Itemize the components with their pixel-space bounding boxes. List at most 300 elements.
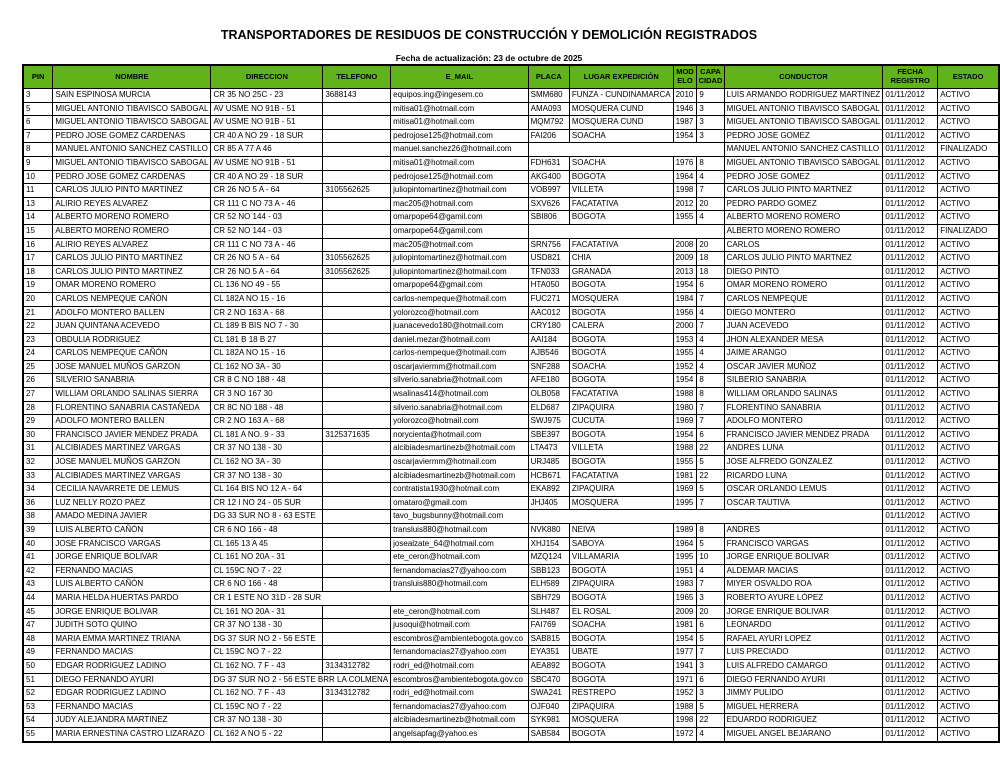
table-row [23,537,999,551]
table-cell: 01/11/2012 [883,551,938,565]
table-cell: SILBERIO SANABRIA [724,374,883,388]
table-row [23,184,999,198]
table-row [23,252,999,266]
table-cell: RESTREPO [569,687,673,701]
table-cell: JOSE ALFREDO GONZALEZ [724,456,883,470]
table-cell: FUC271 [528,292,569,306]
table-cell: JIMMY PULIDO [724,687,883,701]
table-cell: OBDULIA RODRIGUEZ [53,333,211,347]
table-cell [323,700,391,714]
table-row [23,116,999,130]
table-row [23,727,999,741]
table-cell: CL 159C NO 7 - 22 [211,564,323,578]
table-row [23,659,999,673]
table-cell: SBB123 [528,564,569,578]
table-cell [323,360,391,374]
table-cell: ALBERTO MORENO ROMERO [724,224,883,238]
table-cell: 1987 [673,116,697,130]
table-cell: DIEGO MONTERO [724,306,883,320]
table-cell: 1995 [673,551,697,565]
table-row [23,687,999,701]
table-cell: CR 2 NO 163 A - 68 [211,306,323,320]
table-cell: 4 [697,564,724,578]
table-cell: MIGUEL ANGEL BEJARANO [724,727,883,741]
table-cell: alcibiadesmartinezb@hotmail.com [391,469,528,483]
table-cell: 1946 [673,102,697,116]
table-cell: ADOLFO MONTERO BALLEN [53,415,211,429]
registry-table [22,64,1000,743]
table-cell [528,510,883,524]
table-cell: 01/11/2012 [883,537,938,551]
table-cell: ACTIVO [938,496,999,510]
table-cell: HCB671 [528,469,569,483]
table-cell: ZIPAQUIRA [569,483,673,497]
table-row [23,632,999,646]
table-cell: 7 [697,184,724,198]
table-cell: 1981 [673,619,697,633]
table-cell: 4 [697,347,724,361]
table-cell: EL ROSAL [569,605,673,619]
table-cell: 01/11/2012 [883,605,938,619]
table-cell: ALIRIO REYES ALVAREZ [53,197,211,211]
table-cell: 9 [697,89,724,103]
table-cell: MOSQUERA CUND [569,116,673,130]
table-cell [323,456,391,470]
table-cell: 01/11/2012 [883,156,938,170]
table-cell: 36 [23,496,53,510]
table-cell: pedrojose125@hotmail.com [391,129,528,143]
table-cell: escombros@ambientebogota.gov.co [391,673,528,687]
table-cell: RAFAEL AYURI LOPEZ [724,632,883,646]
table-cell: JOSE MANUEL MUÑOS GARZON [53,456,211,470]
table-cell: 01/11/2012 [883,687,938,701]
table-cell: XHJ154 [528,537,569,551]
table-cell: equipos.ing@ingesem.co [391,89,528,103]
table-cell [528,224,724,238]
table-cell: 5 [697,456,724,470]
table-cell: ACTIVO [938,279,999,293]
table-row [23,578,999,592]
table-cell: JORGE ENRIQUE BOLIVAR [53,551,211,565]
table-cell: CR 35 NO 25C - 23 [211,89,323,103]
table-cell: 01/11/2012 [883,659,938,673]
table-cell: 34 [23,483,53,497]
table-cell: EYA351 [528,646,569,660]
table-cell: 1965 [673,591,697,605]
table-cell: FERNANDO MACIAS [53,646,211,660]
table-cell: CR 1 ESTE NO 31D - 28 SUR [211,591,528,605]
table-cell: FRANCISCO VARGAS [724,537,883,551]
table-cell: USD821 [528,252,569,266]
table-cell [323,727,391,741]
table-cell: 7 [697,401,724,415]
table-cell: FERNANDO MACIAS [53,700,211,714]
table-cell: BOGOTA [569,673,673,687]
table-cell: JORGE ENRIQUE BOLIVAR [53,605,211,619]
table-row [23,143,999,157]
table-cell: 1954 [673,374,697,388]
table-cell: BOGOTA [569,428,673,442]
table-row [23,347,999,361]
table-cell: 01/11/2012 [883,347,938,361]
table-cell: silverio.sanabria@hotmail.com [391,401,528,415]
table-cell: MIGUEL ANTONIO TIBAVISCO SABOGAL [724,116,883,130]
table-cell: CR 40 A NO 29 - 18 SUR [211,129,323,143]
table-cell: CL 162 NO 3A - 30 [211,456,323,470]
table-cell: ACTIVO [938,442,999,456]
column-header: LUGAR EXPEDICIÓN [569,65,673,89]
table-cell: ALBERTO MORENO ROMERO [53,224,211,238]
table-cell: 21 [23,306,53,320]
table-cell [323,388,391,402]
table-row [23,456,999,470]
table-cell: 27 [23,388,53,402]
table-cell: 7 [697,292,724,306]
table-cell: 22 [697,442,724,456]
table-cell: juanacevedo180@hotmail.com [391,320,528,334]
table-cell: 1998 [673,184,697,198]
table-cell: CR 111 C NO 73 A - 46 [211,197,323,211]
table-cell: ACTIVO [938,551,999,565]
table-cell: 1983 [673,578,697,592]
table-cell: SBH729 [528,591,569,605]
table-cell: 01/11/2012 [883,184,938,198]
table-cell: CL 182A NO 15 - 16 [211,347,323,361]
table-row [23,524,999,538]
table-cell: ACTIVO [938,659,999,673]
table-cell: omarpope64@gamil.com [391,224,528,238]
table-row [23,415,999,429]
table-cell: OMAR MORENO ROMERO [53,279,211,293]
table-cell: ACTIVO [938,510,999,524]
table-cell: 01/11/2012 [883,469,938,483]
table-cell: mitisa01@hotmail.com [391,102,528,116]
table-cell: rodri_ed@hotmail.com [391,687,528,701]
table-cell: NEIVA [569,524,673,538]
table-cell: EDUARDO RODRIGUEZ [724,714,883,728]
table-cell: ACTIVO [938,537,999,551]
table-cell: AAI184 [528,333,569,347]
table-cell: 01/11/2012 [883,727,938,741]
table-cell: SBC470 [528,673,569,687]
table-cell: 33 [23,469,53,483]
table-cell: JOSE MANUEL MUÑOS GARZON [53,360,211,374]
column-header: MODELO [673,65,697,89]
table-cell: SILVERIO SANABRIA [53,374,211,388]
table-cell: 01/11/2012 [883,496,938,510]
table-cell: 8 [697,374,724,388]
table-cell: 24 [23,347,53,361]
table-cell: 1988 [673,700,697,714]
table-cell: 6 [697,279,724,293]
table-cell: transluis880@hotmail.com [391,524,528,538]
table-row [23,700,999,714]
table-cell: 3134312782 [323,687,391,701]
table-row [23,483,999,497]
table-row [23,673,999,687]
table-cell: 42 [23,564,53,578]
table-cell: MARIA HELDA HUERTAS PARDO [53,591,211,605]
table-cell: 8 [697,388,724,402]
table-cell: JAIME ARANGO [724,347,883,361]
table-cell: 01/11/2012 [883,401,938,415]
table-cell [323,129,391,143]
table-cell: FINALIZADO [938,143,999,157]
table-cell: CR 85 A 77 A 46 [211,143,323,157]
table-cell: ACTIVO [938,184,999,198]
table-cell: mitisa01@hotmail.com [391,116,528,130]
table-cell: 2000 [673,320,697,334]
table-cell: SRN756 [528,238,569,252]
table-body [23,89,999,742]
table-cell: AV USME NO 91B - 51 [211,102,323,116]
table-cell: ADOLFO MONTERO BALLEN [53,306,211,320]
table-cell: 01/11/2012 [883,116,938,130]
table-cell: 01/11/2012 [883,224,938,238]
table-cell [323,483,391,497]
table-cell: AMA093 [528,102,569,116]
table-cell: 10 [697,551,724,565]
table-cell: oscarjaviermm@hotmail.com [391,360,528,374]
table-cell: ZIPAQUIRA [569,700,673,714]
table-cell: 2010 [673,89,697,103]
table-cell: CL 162 A NO 5 - 22 [211,727,323,741]
table-cell: 01/11/2012 [883,442,938,456]
table-row [23,388,999,402]
table-cell: ACTIVO [938,646,999,660]
table-cell: ANDRES LUNA [724,442,883,456]
table-cell: ACTIVO [938,374,999,388]
table-cell [323,714,391,728]
table-row [23,292,999,306]
table-cell: CARLOS JULIO PINTO MARTINEZ [53,184,211,198]
table-cell: CR 37 NO 138 - 30 [211,442,323,456]
table-cell: 18 [697,252,724,266]
table-cell: 1988 [673,388,697,402]
table-cell: 43 [23,578,53,592]
table-cell: MARIA EMMA MARTINEZ TRIANA [53,632,211,646]
column-header: NOMBRE [53,65,211,89]
table-cell: VILLETA [569,184,673,198]
table-cell: 1989 [673,524,697,538]
table-cell: CL 189 B BIS NO 7 - 30 [211,320,323,334]
table-cell: FINALIZADO [938,224,999,238]
table-cell: 38 [23,510,53,524]
table-cell: pedrojose125@hotmail.com [391,170,528,184]
table-cell: 14 [23,211,53,225]
table-cell [528,143,724,157]
table-cell: BOGOTA [569,170,673,184]
table-cell: CR 52 NO 144 - 03 [211,224,323,238]
table-cell: ZIPAQUIRA [569,578,673,592]
table-cell: CARLOS NEMPEQUE CAÑÓN [53,347,211,361]
table-row [23,279,999,293]
table-cell: CL 161 NO 20A - 31 [211,551,323,565]
table-cell: EKA892 [528,483,569,497]
table-cell: 01/11/2012 [883,102,938,116]
column-header: CAPACIDAD [697,65,724,89]
table-cell [323,292,391,306]
table-cell: 01/11/2012 [883,415,938,429]
table-row [23,510,999,524]
table-cell [323,510,391,524]
table-cell: carlos-nempeque@hotmail.com [391,292,528,306]
table-cell: MANUEL ANTONIO SANCHEZ CASTILLO [724,143,883,157]
table-cell: JUDITH SOTO QUINO [53,619,211,633]
table-cell: FUNZA - CUNDINAMARCA [569,89,673,103]
table-row [23,646,999,660]
table-cell [323,578,391,592]
table-cell: 8 [697,156,724,170]
table-cell: 01/11/2012 [883,89,938,103]
column-header: DIRECCION [211,65,323,89]
table-cell: 3 [697,102,724,116]
table-cell: 01/11/2012 [883,170,938,184]
table-cell: BOGOTA [569,306,673,320]
table-cell: 1954 [673,428,697,442]
table-cell: 01/11/2012 [883,456,938,470]
table-cell: 1941 [673,659,697,673]
table-cell: SXV626 [528,197,569,211]
table-cell: MOSQUERA [569,714,673,728]
table-cell: SBE397 [528,428,569,442]
table-cell: 1977 [673,646,697,660]
table-cell: BOGOTA [569,727,673,741]
table-cell: SAB815 [528,632,569,646]
table-cell: ACTIVO [938,197,999,211]
table-cell: 01/11/2012 [883,292,938,306]
table-cell: SABOYA [569,537,673,551]
table-cell [323,143,391,157]
table-header-row [23,65,999,89]
table-row [23,320,999,334]
table-cell: 1969 [673,415,697,429]
table-row [23,619,999,633]
table-cell: 01/11/2012 [883,646,938,660]
table-cell: 1972 [673,727,697,741]
table-cell: CUCUTA [569,415,673,429]
table-cell: ete_ceron@hotmail.com [391,605,528,619]
table-row [23,211,999,225]
table-cell: 01/11/2012 [883,143,938,157]
table-cell: tavo_bugsbunny@hotmail.com [391,510,528,524]
table-cell: 1956 [673,306,697,320]
table-cell: MOSQUERA [569,292,673,306]
table-cell: CR 12 I NO 24 - 05 SUR [211,496,323,510]
table-cell: SLH487 [528,605,569,619]
table-cell: CL 165 13 A 45 [211,537,323,551]
table-cell: 15 [23,224,53,238]
table-cell: SBI806 [528,211,569,225]
table-cell: 13 [23,197,53,211]
table-cell: CR 26 NO 5 A - 64 [211,265,323,279]
table-cell: FACATATIVA [569,197,673,211]
table-cell: CARLOS NEMPEQUE [724,292,883,306]
table-cell: BOGOTA [569,279,673,293]
column-header: TELEFONO [323,65,391,89]
table-cell: 4 [697,360,724,374]
table-cell: ACTIVO [938,360,999,374]
table-cell: 1955 [673,347,697,361]
table-cell: omarpope64@gamil.com [391,211,528,225]
table-cell: 4 [697,306,724,320]
table-cell: ACTIVO [938,320,999,334]
table-cell: CL 159C NO 7 - 22 [211,646,323,660]
table-cell: BOGOTÁ [569,591,673,605]
table-cell: CR 40 A NO 29 - 18 SUR [211,170,323,184]
table-cell: SMM680 [528,89,569,103]
table-cell: 01/11/2012 [883,279,938,293]
table-cell: CARLOS JULIO PINTO MARTINEZ [53,252,211,266]
table-cell: 1964 [673,170,697,184]
table-cell: alcibiadesmartinezb@hotmail.com [391,714,528,728]
table-cell: ACTIVO [938,238,999,252]
table-cell: MIGUEL ANTONIO TIBAVISCO SABOGAL [724,102,883,116]
table-cell [323,306,391,320]
table-cell: 3 [23,89,53,103]
table-row [23,197,999,211]
table-cell: transluis880@hotmail.com [391,578,528,592]
table-cell: DG 37 SUR NO 2 - 56 ESTE BRR LA COLMENA [211,673,391,687]
table-cell: 01/11/2012 [883,632,938,646]
table-cell: MIGUEL ANTONIO TIBAVISCO SABOGAL [724,156,883,170]
table-cell: URJ485 [528,456,569,470]
table-cell [323,156,391,170]
table-cell: JHON ALEXANDER MESA [724,333,883,347]
table-cell: CL 181 A NO. 9 - 33 [211,428,323,442]
table-cell: 26 [23,374,53,388]
table-cell: 1951 [673,564,697,578]
table-cell: yolorozco@hotmail.com [391,306,528,320]
table-row [23,714,999,728]
table-cell: CL 162 NO 3A - 30 [211,360,323,374]
table-row [23,360,999,374]
table-cell: rodri_ed@hotmail.com [391,659,528,673]
table-cell: LUIS ALFREDO CAMARGO [724,659,883,673]
column-header: FECHA REGISTRO [883,65,938,89]
table-cell: MZQ124 [528,551,569,565]
table-cell: 3688143 [323,89,391,103]
table-cell: JHJ405 [528,496,569,510]
table-cell: SOACHA [569,129,673,143]
table-cell: CL 159C NO 7 - 22 [211,700,323,714]
table-cell: 1952 [673,360,697,374]
table-cell: WILLIAM ORLANDO SALINAS [724,388,883,402]
table-cell: fernandomacias27@yahoo.com [391,700,528,714]
table-cell [323,238,391,252]
table-cell: 25 [23,360,53,374]
table-cell: RICARDO LUNA [724,469,883,483]
table-cell: PEDRO PARDO GOMEZ [724,197,883,211]
table-cell: 20 [697,197,724,211]
table-cell: 9 [23,156,53,170]
table-cell: ACTIVO [938,292,999,306]
table-cell: CR 3 NO 167 30 [211,388,323,402]
table-cell: ACTIVO [938,469,999,483]
table-cell: 1954 [673,129,697,143]
table-cell: PEDRO JOSE GOMEZ [724,170,883,184]
table-cell: FLORENTINO SANABRIA [724,401,883,415]
table-cell: CL 161 NO 20A - 31 [211,605,323,619]
table-cell: 11 [23,184,53,198]
table-cell: CL 162 NO. 7 F - 43 [211,687,323,701]
table-cell: 4 [697,211,724,225]
table-cell: BOGOTÁ [569,347,673,361]
table-cell: CR 26 NO 5 A - 64 [211,252,323,266]
table-cell: 55 [23,727,53,741]
table-cell: ACTIVO [938,89,999,103]
table-cell: 6 [697,428,724,442]
